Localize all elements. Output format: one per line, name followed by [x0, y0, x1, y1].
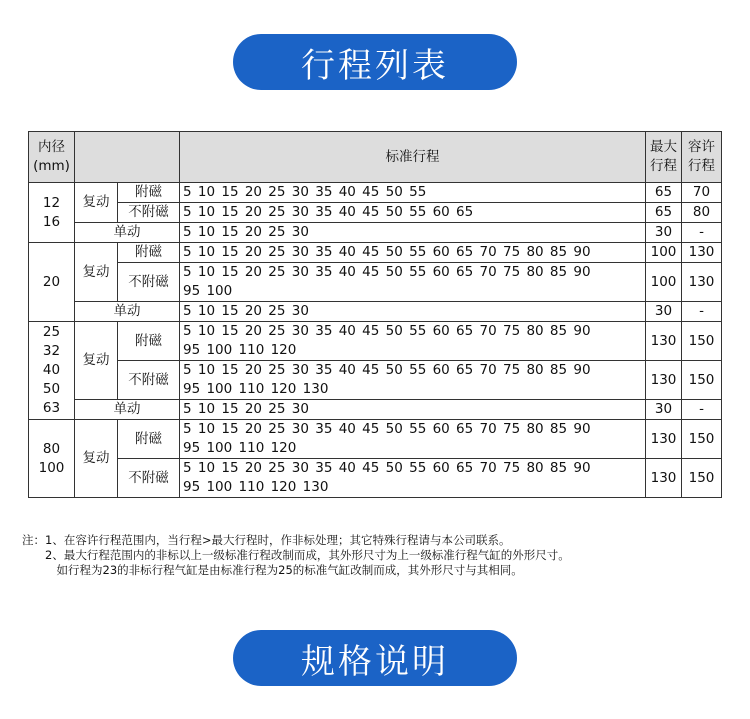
stroke-line: 5 10 15 20 25 30 [183, 303, 309, 319]
stroke-values [180, 400, 646, 420]
bore-cell [29, 420, 75, 498]
single-acting-label: 单动 [75, 223, 180, 243]
bore-value: 50 [42, 381, 61, 397]
header-bore [29, 132, 75, 183]
bore-cell [29, 243, 75, 322]
header-max-line: 最大 [650, 139, 677, 155]
notes [22, 533, 732, 578]
bore-value: 16 [42, 213, 61, 230]
magnet-option: 不附磁 [118, 361, 180, 400]
max-stroke: 100 [646, 243, 682, 263]
stroke-values [180, 203, 646, 223]
table-row [29, 420, 722, 459]
stroke-line: 5 10 15 20 25 30 35 40 45 50 55 60 65 70 75 80 85 90 [183, 244, 591, 260]
table-row [29, 322, 722, 361]
allowable-stroke: 150 [682, 322, 722, 361]
note-line: 注：1、在容许行程范围内，当行程>最大行程时，作非标处理；其它特殊行程请与本公司联系。 [22, 533, 511, 547]
magnet-option: 附磁 [118, 420, 180, 459]
header-allow-line: 容许 [688, 139, 715, 155]
bore-value: 80 [42, 440, 61, 457]
table-row [29, 361, 722, 400]
bore-value: 63 [42, 400, 61, 416]
table-row [29, 302, 722, 322]
stroke-values [180, 459, 646, 498]
stroke-line: 5 10 15 20 25 30 35 40 45 50 55 [183, 184, 427, 200]
allowable-stroke: 130 [682, 243, 722, 263]
stroke-table [28, 131, 722, 498]
bore-value: 20 [42, 273, 61, 290]
stroke-line: 95 100 110 120 [183, 342, 297, 358]
stroke-values [180, 361, 646, 400]
double-acting-label: 复动 [75, 243, 118, 302]
stroke-values [180, 420, 646, 459]
table-row [29, 203, 722, 223]
header-max-line: 行程 [650, 158, 677, 174]
section-header-stroke-list [233, 34, 517, 90]
max-stroke: 30 [646, 302, 682, 322]
magnet-option: 附磁 [118, 243, 180, 263]
allowable-stroke: 130 [682, 263, 722, 302]
magnet-option: 不附磁 [118, 459, 180, 498]
magnet-option: 附磁 [118, 183, 180, 203]
bore-cell [29, 322, 75, 420]
stroke-values [180, 243, 646, 263]
table-row [29, 183, 722, 203]
stroke-line: 95 100 [183, 283, 233, 299]
stroke-line: 5 10 15 20 25 30 [183, 401, 309, 417]
stroke-line: 5 10 15 20 25 30 35 40 45 50 55 60 65 70 75 80 85 90 [183, 362, 591, 378]
allowable-stroke: - [682, 223, 722, 243]
bore-value: 25 [42, 324, 61, 340]
bore-value: 12 [42, 194, 61, 211]
allowable-stroke: 80 [682, 203, 722, 223]
stroke-line: 5 10 15 20 25 30 [183, 224, 309, 240]
allowable-stroke: - [682, 400, 722, 420]
table-row [29, 223, 722, 243]
bore-cell [29, 183, 75, 243]
header-blank [75, 132, 180, 183]
max-stroke: 130 [646, 459, 682, 498]
note-line: 如行程为23的非标行程气缸是由标准行程为25的标准气缸改制而成，其外形尺寸与其相同。 [22, 563, 523, 577]
stroke-values [180, 302, 646, 322]
allowable-stroke: - [682, 302, 722, 322]
allowable-stroke: 70 [682, 183, 722, 203]
double-acting-label: 复动 [75, 322, 118, 400]
bore-value: 32 [42, 343, 61, 359]
max-stroke: 130 [646, 361, 682, 400]
stroke-line: 5 10 15 20 25 30 35 40 45 50 55 60 65 [183, 204, 474, 220]
stroke-values [180, 322, 646, 361]
table-row [29, 400, 722, 420]
table-row [29, 263, 722, 302]
max-stroke: 65 [646, 183, 682, 203]
max-stroke: 65 [646, 203, 682, 223]
bore-value: 40 [42, 362, 61, 378]
single-acting-label: 单动 [75, 302, 180, 322]
stroke-line: 95 100 110 120 130 [183, 381, 329, 397]
double-acting-label: 复动 [75, 420, 118, 498]
table-row [29, 459, 722, 498]
stroke-values [180, 223, 646, 243]
stroke-values [180, 183, 646, 203]
allowable-stroke: 150 [682, 459, 722, 498]
header-allowable-stroke [682, 132, 722, 183]
allowable-stroke: 150 [682, 420, 722, 459]
header-allow-line: 行程 [688, 158, 715, 174]
magnet-option: 附磁 [118, 322, 180, 361]
note-line: 2、最大行程范围内的非标以上一级标准行程改制而成，其外形尺寸为上一级标准行程气缸的外形尺寸。 [22, 548, 570, 562]
double-acting-label: 复动 [75, 183, 118, 223]
table-row [29, 243, 722, 263]
stroke-line: 95 100 110 120 130 [183, 479, 329, 495]
section-header-specs [233, 630, 517, 686]
stroke-values [180, 263, 646, 302]
stroke-line: 5 10 15 20 25 30 35 40 45 50 55 60 65 70 75 80 85 90 [183, 421, 591, 437]
max-stroke: 130 [646, 420, 682, 459]
header-max-stroke [646, 132, 682, 183]
max-stroke: 130 [646, 322, 682, 361]
allowable-stroke: 150 [682, 361, 722, 400]
max-stroke: 100 [646, 263, 682, 302]
header-bore-line: 内径 [38, 139, 65, 155]
stroke-line: 95 100 110 120 [183, 440, 297, 456]
max-stroke: 30 [646, 400, 682, 420]
magnet-option: 不附磁 [118, 263, 180, 302]
stroke-line: 5 10 15 20 25 30 35 40 45 50 55 60 65 70 75 80 85 90 [183, 323, 591, 339]
magnet-option: 不附磁 [118, 203, 180, 223]
bore-value: 100 [38, 459, 65, 476]
section-title: 规格说明 [301, 641, 449, 682]
stroke-line: 5 10 15 20 25 30 35 40 45 50 55 60 65 70 75 80 85 90 [183, 460, 591, 476]
header-standard-stroke: 标准行程 [180, 132, 646, 183]
max-stroke: 30 [646, 223, 682, 243]
stroke-line: 5 10 15 20 25 30 35 40 45 50 55 60 65 70 75 80 85 90 [183, 264, 591, 280]
header-bore-unit: (mm) [33, 158, 70, 174]
table-header-row [29, 132, 722, 183]
section-title: 行程列表 [301, 45, 449, 86]
single-acting-label: 单动 [75, 400, 180, 420]
